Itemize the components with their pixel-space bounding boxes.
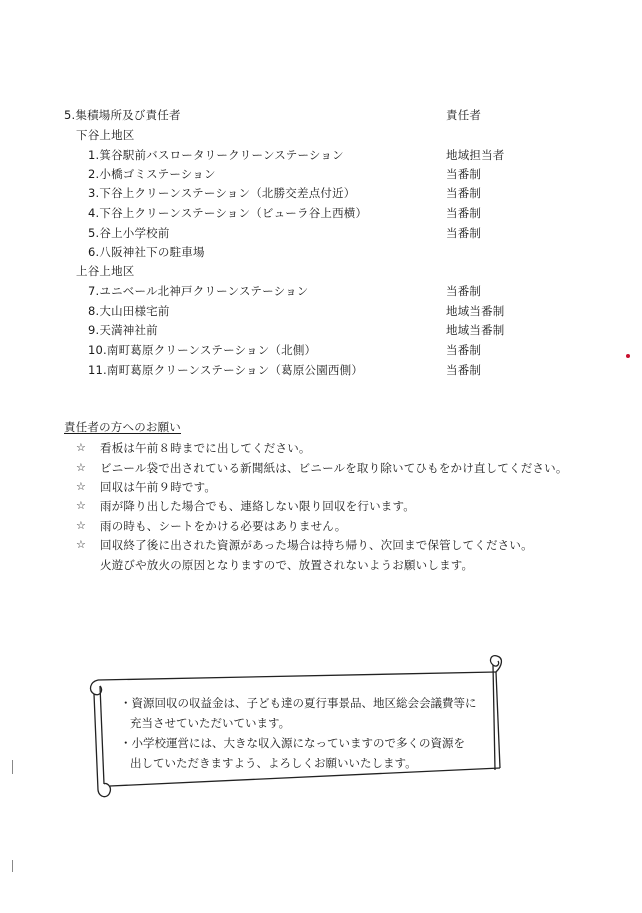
section-title: 5.集積場所及び責任者: [64, 108, 181, 122]
scroll-note-line: 充当させていただいています。: [130, 716, 291, 730]
scan-speck: [12, 860, 13, 872]
scroll-note-line: ・資源回収の収益金は、子ども達の夏行事景品、地区総会会議費等に: [120, 696, 477, 710]
location-responsible: 当番制: [446, 167, 482, 181]
district-heading: 上谷上地区: [76, 264, 135, 278]
location-name: 9.天満神社前: [88, 323, 158, 337]
location-name: 2.小橋ゴミステーション: [88, 167, 216, 181]
responsible-column-header: 責任者: [446, 108, 482, 122]
star-bullet-icon: ☆: [76, 519, 87, 532]
scan-speck: [12, 760, 13, 774]
district-heading: 下谷上地区: [76, 128, 135, 142]
location-name: 11.南町葛原クリーンステーション（葛原公園西側）: [88, 363, 364, 377]
request-item: 雨の時も、シートをかける必要はありません。: [100, 519, 347, 533]
location-responsible: 地域当番制: [446, 323, 505, 337]
location-responsible: 地域当番制: [446, 304, 505, 318]
star-bullet-icon: ☆: [76, 499, 87, 512]
star-bullet-icon: ☆: [76, 461, 87, 474]
scroll-note-line: 出していただきますよう、よろしくお願いいたします。: [130, 756, 417, 770]
scan-mark: [626, 354, 630, 358]
location-responsible: 当番制: [446, 186, 482, 200]
star-bullet-icon: ☆: [76, 538, 87, 551]
request-item: 回収は午前９時です。: [100, 480, 217, 494]
star-bullet-icon: ☆: [76, 480, 87, 493]
location-name: 4.下谷上クリーンステーション（ビューラ谷上西横）: [88, 206, 368, 220]
location-name: 7.ユニベール北神戸クリーンステーション: [88, 284, 309, 298]
location-name: 5.谷上小学校前: [88, 226, 170, 240]
location-responsible: 当番制: [446, 343, 482, 357]
requests-title: 責任者の方へのお願い: [64, 420, 181, 434]
request-item: 回収終了後に出された資源があった場合は持ち帰り、次回まで保管してください。: [100, 538, 533, 552]
request-item-continuation: 火遊びや放火の原因となりますので、放置されないようお願いします。: [100, 558, 474, 572]
request-item: ビニール袋で出されている新聞紙は、ビニールを取り除いてひもをかけ直してください。: [100, 461, 568, 475]
location-responsible: 当番制: [446, 206, 482, 220]
request-item: 看板は午前８時までに出してください。: [100, 441, 311, 455]
location-name: 1.箕谷駅前バスロータリークリーンステーション: [88, 148, 344, 162]
location-name: 8.大山田様宅前: [88, 304, 170, 318]
location-name: 3.下谷上クリーンステーション（北勝交差点付近）: [88, 186, 356, 200]
location-responsible: 当番制: [446, 284, 482, 298]
location-name: 10.南町葛原クリーンステーション（北側）: [88, 343, 317, 357]
scroll-note-line: ・小学校運営には、大きな収入源になっていますので多くの資源を: [120, 736, 465, 750]
location-responsible: 当番制: [446, 226, 482, 240]
location-responsible: 地域担当者: [446, 148, 505, 162]
location-responsible: 当番制: [446, 363, 482, 377]
request-item: 雨が降り出した場合でも、連絡しない限り回収を行います。: [100, 499, 415, 513]
location-name: 6.八阪神社下の駐車場: [88, 245, 205, 259]
star-bullet-icon: ☆: [76, 441, 87, 454]
scroll-note: [86, 652, 506, 802]
